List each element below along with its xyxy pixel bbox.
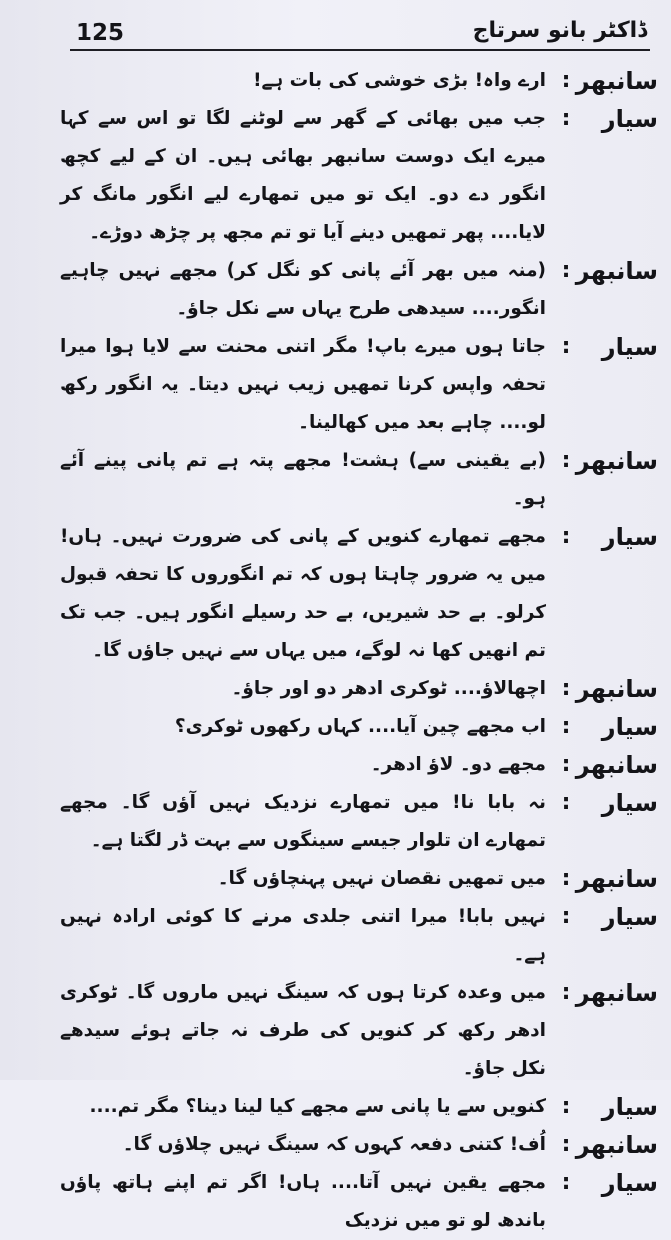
speech-text: نہیں بابا! میرا اتنی جلدی مرنے کا کوئی ارادہ نہیں ہے۔ bbox=[60, 906, 546, 965]
speech-text: اچھالاؤ.... ٹوکری ادھر دو اور جاؤ۔ bbox=[231, 678, 546, 699]
speech-text: نہ بابا نا! میں تمھارے نزدیک نہیں آؤں گا۔ مجھے تمھارے ان تلوار جیسے سینگوں سے بہت ڈر لگتا ہے۔ bbox=[60, 792, 546, 851]
dialogue-entry bbox=[60, 1126, 658, 1164]
speaker-separator: : bbox=[561, 790, 571, 815]
speech-text: اب مجھے چین آیا.... کہاں رکھوں ٹوکری؟ bbox=[174, 716, 546, 737]
speaker-name: سانبھر bbox=[575, 865, 658, 893]
speaker-separator: : bbox=[561, 866, 571, 891]
dialogue-entry bbox=[60, 62, 658, 100]
dialogue-entry bbox=[60, 784, 658, 860]
speaker-separator: : bbox=[561, 334, 571, 359]
speaker-separator: : bbox=[561, 1094, 571, 1119]
speech-text: میں وعدہ کرتا ہوں کہ سینگ نہیں ماروں گا۔ ٹوکری ادھر رکھ کر کنویں کی طرف نہ جاتے ہوئے سیدھے نکل جاؤ۔ bbox=[60, 982, 546, 1079]
dialogue-entry bbox=[60, 898, 658, 974]
speaker-name: سانبھر bbox=[575, 675, 658, 703]
speaker-separator: : bbox=[561, 1132, 571, 1157]
dialogue-entry bbox=[60, 670, 658, 708]
speaker-name: سانبھر bbox=[575, 1131, 658, 1159]
speaker-separator: : bbox=[561, 68, 571, 93]
dialogue-entry bbox=[60, 442, 658, 518]
page-header bbox=[0, 0, 671, 58]
speaker-separator: : bbox=[561, 676, 571, 701]
speaker-name: سیار bbox=[601, 1169, 658, 1197]
dialogue-entry bbox=[60, 100, 658, 252]
speech-text: (بے یقینی سے) ہشت! مجھے پتہ ہے تم پانی پینے آئے ہو۔ bbox=[60, 450, 546, 509]
speaker-name: سیار bbox=[601, 523, 658, 551]
dialogue-list bbox=[60, 62, 658, 1240]
speaker-separator: : bbox=[561, 258, 571, 283]
dialogue-entry bbox=[60, 1088, 658, 1126]
speaker-separator: : bbox=[561, 524, 571, 549]
speaker-separator: : bbox=[561, 904, 571, 929]
speaker-name: سیار bbox=[601, 1093, 658, 1121]
speaker-separator: : bbox=[561, 106, 571, 131]
speaker-separator: : bbox=[561, 714, 571, 739]
speaker-name: سانبھر bbox=[575, 257, 658, 285]
dialogue-entry bbox=[60, 708, 658, 746]
speaker-name: سانبھر bbox=[575, 979, 658, 1007]
speech-text: جب میں بھائی کے گھر سے لوٹنے لگا تو اس سے کہا میرے ایک دوست سانبھر بھائی ہیں۔ ان کے لیے کچھ انگور دے دو۔ ایک تو میں تمھارے لیے انگور مانگ کر لایا.... پھر تمھیں دینے آیا تو تم مجھ پر چڑھ دوڑے۔ bbox=[60, 108, 546, 243]
speaker-name: سیار bbox=[601, 713, 658, 741]
header-rule bbox=[70, 49, 650, 51]
speech-text: میں تمھیں نقصان نہیں پہنچاؤں گا۔ bbox=[217, 868, 546, 889]
speech-text: جاتا ہوں میرے باپ! مگر اتنی محنت سے لایا ہوا میرا تحفہ واپس کرنا تمھیں زیب نہیں دیتا۔ یہ انگور رکھ لو.... چاہے بعد میں کھالینا۔ bbox=[60, 336, 546, 433]
dialogue-entry bbox=[60, 974, 658, 1088]
speaker-name: سانبھر bbox=[575, 447, 658, 475]
speaker-name: سانبھر bbox=[575, 67, 658, 95]
speaker-name: سانبھر bbox=[575, 751, 658, 779]
speech-text: (منہ میں بھر آئے پانی کو نگل کر) مجھے نہیں چاہیے انگور.... سیدھی طرح یہاں سے نکل جاؤ۔ bbox=[60, 260, 546, 319]
speech-text: اُف! کتنی دفعہ کہوں کہ سینگ نہیں چلاؤں گا۔ bbox=[122, 1134, 546, 1155]
dialogue-entry bbox=[60, 518, 658, 670]
speech-text: کنویں سے یا پانی سے مجھے کیا لینا دینا؟ مگر تم.... bbox=[89, 1096, 546, 1117]
dialogue-entry bbox=[60, 328, 658, 442]
speaker-name: سیار bbox=[601, 903, 658, 931]
dialogue-entry bbox=[60, 746, 658, 784]
speaker-separator: : bbox=[561, 980, 571, 1005]
speech-text: مجھے تمھارے کنویں کے پانی کی ضرورت نہیں۔ ہاں! میں یہ ضرور چاہتا ہوں کہ تم انگوروں کا تحفہ قبول کرلو۔ بے حد شیریں، بے حد رسیلے انگور ہیں۔ جب تک تم انھیں کھا نہ لوگے، میں یہاں سے نہیں جاؤں گا۔ bbox=[60, 526, 546, 661]
speech-text: مجھے یقین نہیں آتا.... ہاں! اگر تم اپنے ہاتھ پاؤں باندھ لو تو میں نزدیک bbox=[60, 1172, 546, 1231]
speaker-name: سیار bbox=[601, 333, 658, 361]
speaker-separator: : bbox=[561, 752, 571, 777]
dialogue-entry bbox=[60, 252, 658, 328]
page-number: 125 bbox=[76, 20, 125, 46]
speech-text: ارے واہ! بڑی خوشی کی بات ہے! bbox=[253, 70, 546, 91]
dialogue-entry bbox=[60, 1164, 658, 1240]
dialogue-entry bbox=[60, 860, 658, 898]
speech-text: مجھے دو۔ لاؤ ادھر۔ bbox=[370, 754, 546, 775]
speaker-name: سیار bbox=[601, 105, 658, 133]
running-head-author: ڈاکٹر بانو سرتاج bbox=[472, 18, 647, 43]
speaker-separator: : bbox=[561, 448, 571, 473]
speaker-name: سیار bbox=[601, 789, 658, 817]
speaker-separator: : bbox=[561, 1170, 571, 1195]
